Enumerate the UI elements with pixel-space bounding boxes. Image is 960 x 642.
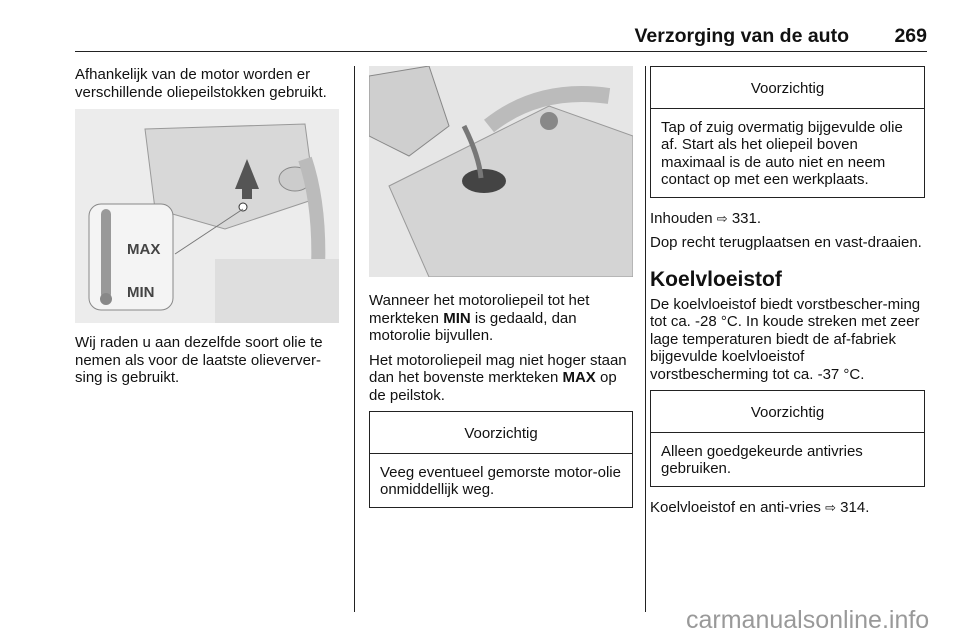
text: is gedaald, dan motorolie bijvullen. bbox=[369, 309, 577, 344]
column-divider bbox=[645, 66, 646, 612]
caution-title: Voorzichtig bbox=[651, 67, 924, 109]
page-header bbox=[75, 25, 927, 52]
text: Inhouden bbox=[650, 209, 717, 227]
caution-box bbox=[369, 411, 633, 508]
caution-title: Voorzichtig bbox=[651, 391, 924, 433]
caution-text: Alleen goedgekeurde antivries gebruiken. bbox=[661, 442, 863, 477]
paragraph bbox=[369, 352, 633, 405]
column-divider bbox=[354, 66, 355, 612]
reference bbox=[650, 210, 925, 228]
text: Koelvloeistof en anti-vries bbox=[650, 498, 826, 516]
watermark: carmanualsonline.info bbox=[686, 606, 930, 634]
text: op de peilstok. bbox=[369, 369, 617, 404]
paragraph bbox=[369, 292, 633, 345]
paragraph: De koelvloeistof biedt vorstbescher-ming tot ca. -28 °C. In koude streken met zeer lage temperaturen biedt de af-fabriek bijgevulde koelvloeistof vorstbescherming tot ca. -37 °C. bbox=[650, 295, 921, 383]
paragraph: Dop recht terugplaatsen en vast-draaien. bbox=[650, 234, 922, 251]
caution-box bbox=[650, 390, 925, 487]
column-2 bbox=[369, 66, 633, 508]
page-number: 269 bbox=[894, 25, 927, 47]
page-title: Verzorging van de auto bbox=[634, 25, 849, 47]
page-link[interactable]: 331. bbox=[731, 209, 762, 227]
caution-text: Tap of zuig overmatig bijgevulde olie af. Start als het oliepeil boven maximaal is de auto niet en neem contact op met een werkplaats. bbox=[661, 118, 903, 188]
caution-title: Voorzichtig bbox=[370, 412, 632, 454]
min-label: MIN bbox=[127, 284, 155, 301]
paragraph: Afhankelijk van de motor worden er verschillende oliepeilstokken gebruikt. bbox=[75, 66, 327, 101]
caution-text: Veeg eventueel gemorste motor-olie onmiddellijk weg. bbox=[380, 463, 621, 498]
max-label: MAX bbox=[127, 241, 161, 258]
page-link[interactable]: 314. bbox=[840, 498, 870, 516]
text: Wanneer het motoroliepeil tot het merkteken bbox=[369, 292, 590, 327]
text: Het motoroliepeil mag niet hoger staan dan het bovenste merkteken bbox=[369, 351, 627, 386]
paragraph: Wij raden u aan dezelfde soort olie te nemen als voor de laatste olieverver-sing is gebruikt. bbox=[75, 334, 323, 386]
oil-filling-figure bbox=[369, 66, 633, 277]
caution-box bbox=[650, 66, 925, 198]
column-1 bbox=[75, 66, 343, 394]
max-mark: MAX bbox=[562, 369, 596, 386]
reference bbox=[650, 499, 925, 517]
page-ref-arrow-icon: ⇨ bbox=[825, 499, 836, 515]
page-ref-arrow-icon: ⇨ bbox=[716, 210, 728, 226]
min-mark: MIN bbox=[443, 309, 471, 327]
column-3 bbox=[650, 66, 925, 523]
section-heading: Koelvloeistof bbox=[650, 267, 782, 291]
dipstick-figure bbox=[75, 109, 339, 323]
